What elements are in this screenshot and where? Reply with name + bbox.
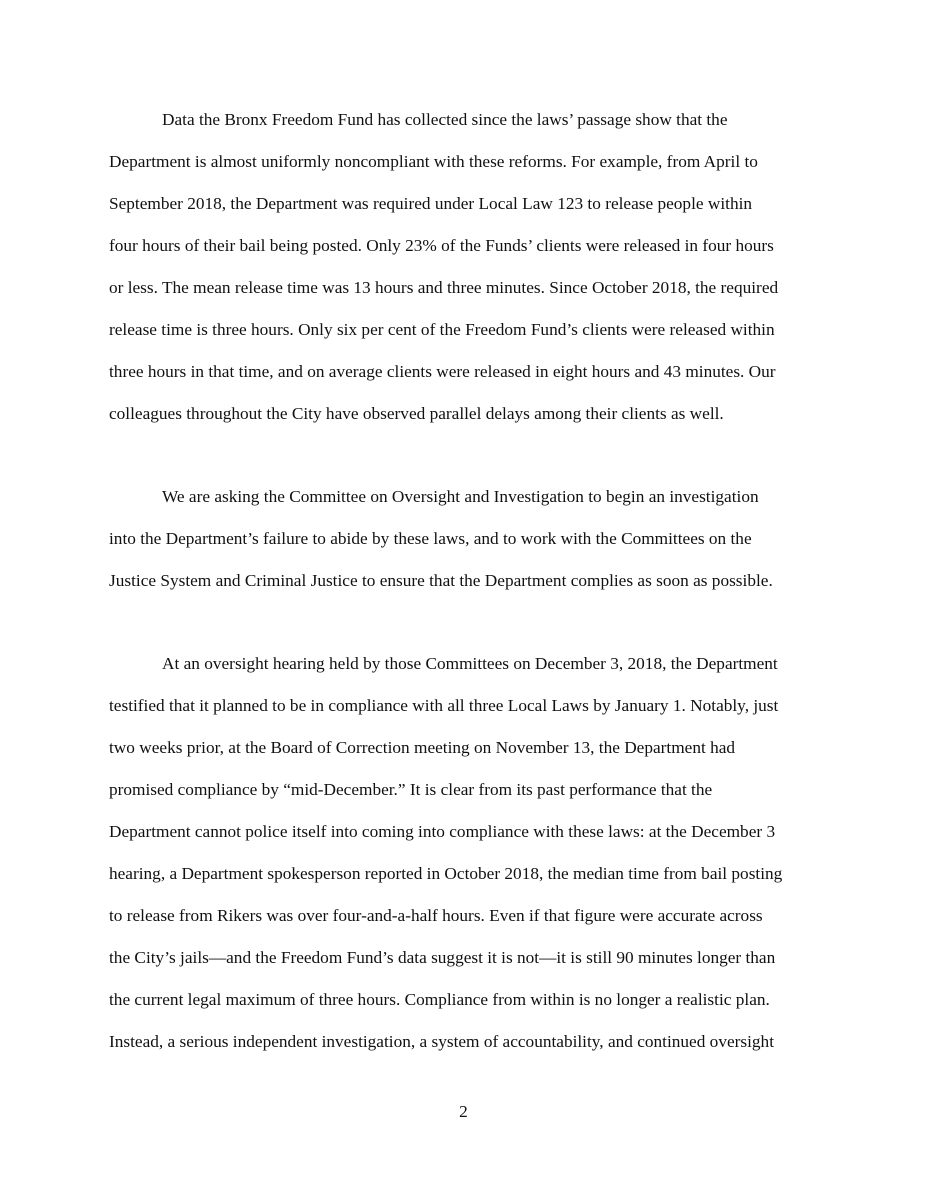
paragraph-line: Data the Bronx Freedom Fund has collected since the laws’ passage show that the <box>162 110 728 129</box>
paragraph-line: At an oversight hearing held by those Committees on December 3, 2018, the Department <box>162 654 778 673</box>
paragraph-line: Department cannot police itself into coming into compliance with these laws: at the December 3 <box>109 822 776 841</box>
paragraph-line: the City’s jails—and the Freedom Fund’s data suggest it is not—it is still 90 minutes longer than <box>109 948 776 967</box>
page-number: 2 <box>459 1102 468 1121</box>
paragraph-line: colleagues throughout the City have observed parallel delays among their clients as well. <box>109 404 724 423</box>
paragraph-line: promised compliance by “mid-December.” It is clear from its past performance that the <box>109 780 713 799</box>
paragraph-line: three hours in that time, and on average clients were released in eight hours and 43 minutes. Our <box>109 362 776 381</box>
paragraph-line: We are asking the Committee on Oversight and Investigation to begin an investigation <box>162 487 759 506</box>
paragraph-oversight-hearing <box>109 654 821 1074</box>
paragraph-line: the current legal maximum of three hours. Compliance from within is no longer a realistic plan. <box>109 990 770 1009</box>
paragraph-line: two weeks prior, at the Board of Correction meeting on November 13, the Department had <box>109 738 736 757</box>
paragraph-line: testified that it planned to be in compliance with all three Local Laws by January 1. Notably, just <box>109 696 779 715</box>
paragraph-request <box>109 487 821 613</box>
paragraph-line: Department is almost uniformly noncompliant with these reforms. For example, from April to <box>109 152 758 171</box>
paragraph-release-data <box>109 110 821 446</box>
paragraph-line: Justice System and Criminal Justice to ensure that the Department complies as soon as possible. <box>109 571 773 590</box>
paragraph-line: to release from Rikers was over four-and-a-half hours. Even if that figure were accurate across <box>109 906 763 925</box>
paragraph-line: hearing, a Department spokesperson reported in October 2018, the median time from bail posting <box>109 864 783 883</box>
paragraph-line: release time is three hours. Only six per cent of the Freedom Fund’s clients were released within <box>109 320 775 339</box>
paragraph-line: four hours of their bail being posted. Only 23% of the Funds’ clients were released in four hours <box>109 236 774 255</box>
paragraph-line: September 2018, the Department was required under Local Law 123 to release people within <box>109 194 753 213</box>
paragraph-line: Instead, a serious independent investigation, a system of accountability, and continued oversight <box>109 1032 774 1051</box>
paragraph-line: or less. The mean release time was 13 hours and three minutes. Since October 2018, the required <box>109 278 779 297</box>
paragraph-line: into the Department’s failure to abide by these laws, and to work with the Committees on the <box>109 529 752 548</box>
